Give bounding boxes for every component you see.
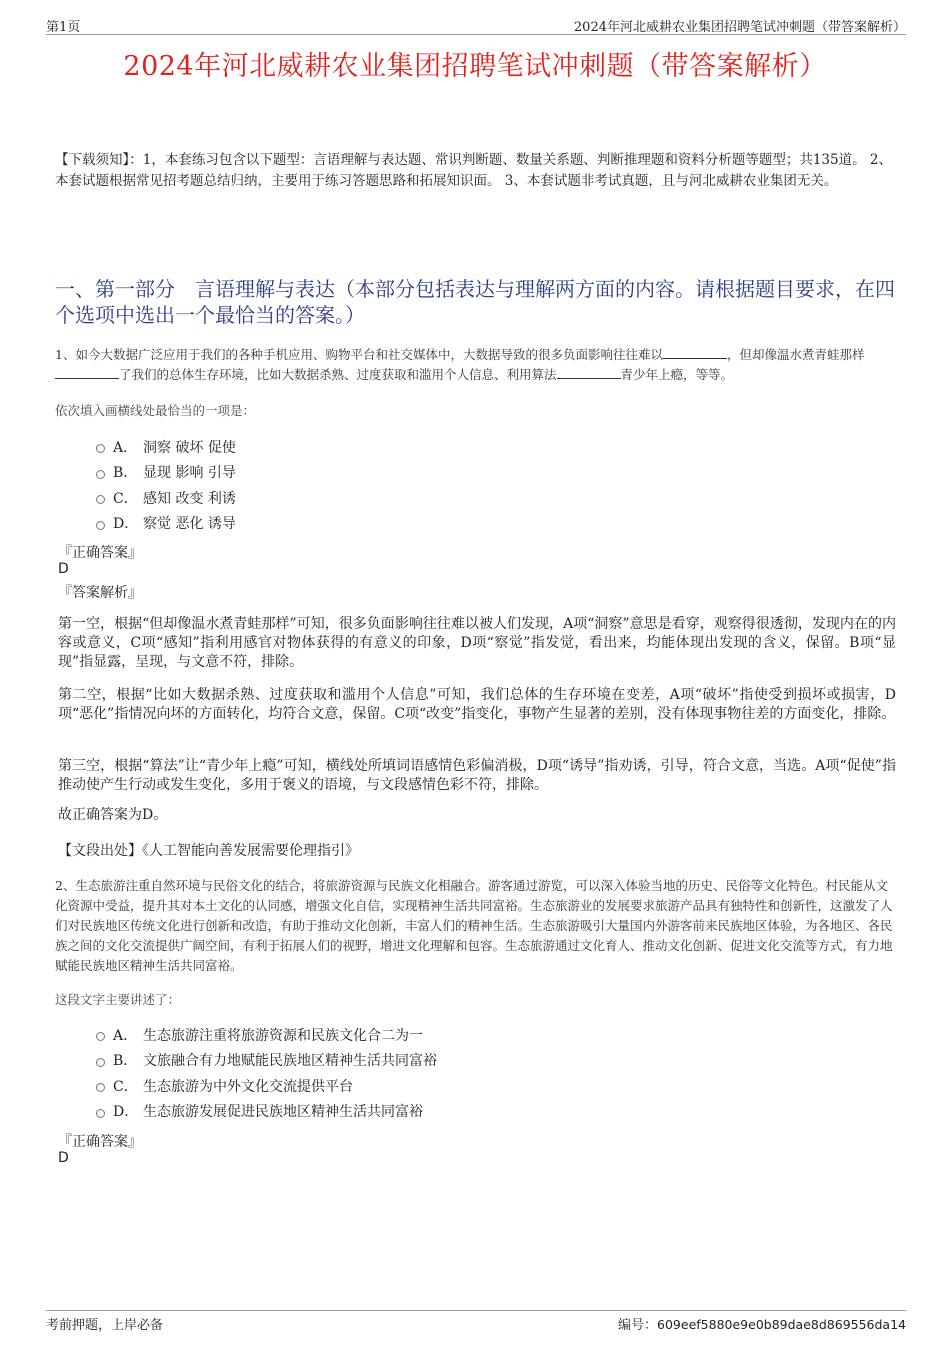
header-doc-title: 2024年河北威耕农业集团招聘笔试冲刺题（带答案解析） (573, 20, 906, 35)
option-c[interactable]: C． 感知 改变 利诱 (96, 485, 236, 511)
section-title: 一、第一部分 言语理解与表达（本部分包括表达与理解两方面的内容。请根据题目要求，在四个选项中选出一个最恰当的答案。） (55, 277, 895, 327)
option-d[interactable]: D． 察觉 恶化 诱导 (96, 511, 236, 537)
analysis-paragraph-3: 第三空，根据“算法”让“青少年上瘾”可知，横线处所填词语感情色彩偏消极，D项“诱导”指劝诱，引导，符合文意，当选。A项“促使”指推动使产生行动或发生变化，多用于褒义的语境，与文段感情色彩不符，排除。 (58, 758, 896, 793)
radio-button-icon[interactable] (96, 444, 105, 453)
analysis-conclusion: 故正确答案为D。 (58, 807, 168, 823)
question-2-options (96, 1022, 437, 1124)
analysis-label: 『答案解析』 (58, 585, 142, 601)
question-1-options (96, 434, 236, 536)
question-2-text: 2、生态旅游注重自然环境与民俗文化的结合，将旅游资源与民族文化相融合。游客通过游览，可以深入体验当地的历史、民俗等文化特色。村民能从文化资源中受益，提升其对本土文化的认同感，增强文化自信，实现精神生活共同富裕。生态旅游业的发展要求旅游产品具有独特性和创新性，这激发了人们对民族地区传统文化进行创新和改造，有助于推动文化创新，丰富人们的精神生活。生态旅游吸引大量国内外游客前来民族地区体验，为各地区、各民族之间的文化交流提供广阔空间，有利于拓展人们的视野，增进文化理解和包容。生态旅游通过文化育人、推动文化创新、促进文化交流等方式，有力地赋能民族地区精神生活共同富裕。 (55, 878, 893, 973)
download-notice: 【下载须知】：1，本套练习包含以下题型：言语理解与表达题、常识判断题、数量关系题、判断推理题和资料分析题等题型；共135道。 2、本套试题根据常见招考题总结归纳，主要用于练习答题思路和拓展知识面。 3、本套试题非考试真题，且与河北威耕农业集团无关。 (55, 152, 892, 189)
option-b[interactable]: B． 文旅融合有力地赋能民族地区精神生活共同富裕 (96, 1048, 437, 1074)
page-footer (46, 1310, 906, 1331)
option-a[interactable]: A． 生态旅游注重将旅游资源和民族文化合二为一 (96, 1022, 437, 1048)
document-title: 2024年河北威耕农业集团招聘笔试冲刺题（带答案解析） (123, 51, 827, 82)
page-header (46, 14, 906, 35)
page-number: 第1页 (46, 20, 81, 35)
correct-answer: D (58, 1150, 69, 1166)
radio-button-icon[interactable] (96, 1083, 105, 1092)
blank-2 (55, 366, 119, 379)
radio-button-icon[interactable] (96, 1032, 105, 1041)
answer-label: 『正确答案』 (58, 545, 142, 561)
option-b[interactable]: B． 显现 影响 引导 (96, 460, 236, 486)
document-code: 编号：609eef5880e9e0b89dae8d869556da14 (618, 1317, 906, 1333)
source-citation: 【文段出处】《人工智能向善发展需要伦理指引》 (58, 843, 359, 859)
option-a[interactable]: A． 洞察 破坏 促使 (96, 434, 236, 460)
radio-button-icon[interactable] (96, 1109, 105, 1118)
radio-button-icon[interactable] (96, 470, 105, 479)
analysis-paragraph-1: 第一空，根据“但却像温水煮青蛙那样”可知，很多负面影响往往难以被人们发现，A项“洞察”意思是看穿，观察得很透彻，发现内在的内容或意义，C项“感知”指利用感官对物体获得的有意义的印象，D项“察觉”指发觉，看出来，均能体现出发现的含义，保留。B项“显现”指显露，呈现，与文意不符，排除。 (58, 616, 896, 670)
radio-button-icon[interactable] (96, 495, 105, 504)
correct-answer: D (58, 561, 69, 577)
answer-label: 『正确答案』 (58, 1134, 142, 1150)
footer-slogan: 考前押题，上岸必备 (46, 1318, 164, 1333)
radio-button-icon[interactable] (96, 521, 105, 530)
blank-3 (557, 366, 621, 379)
question-1-text: 1、如今大数据广泛应用于我们的各种手机应用、购物平台和社交媒体中，大数据导致的很多负面影响往往难以 ，但却像温水煮青蛙那样了我们的总体生存环境，比如大数据杀熟、过度获取和滥用个人信息、利用算法 青少年上瘾，等等。 (55, 347, 865, 382)
question-2-prompt: 这段文字主要讲述了： (55, 992, 181, 1007)
radio-button-icon[interactable] (96, 1058, 105, 1067)
option-c[interactable]: C． 生态旅游为中外文化交流提供平台 (96, 1073, 437, 1099)
blank-1 (663, 346, 727, 359)
analysis-paragraph-2: 第二空，根据“比如大数据杀熟、过度获取和滥用个人信息”可知，我们总体的生存环境在变差，A项“破坏”指使受到损坏或损害，D项“恶化”指情况向坏的方面转化，均符合文意，保留。C项“改变”指变化，事物产生显著的差别，没有体现事物往差的方面变化，排除。 (58, 687, 896, 722)
question-1-prompt: 依次填入画横线处最恰当的一项是： (55, 403, 256, 418)
option-d[interactable]: D． 生态旅游发展促进民族地区精神生活共同富裕 (96, 1099, 437, 1125)
